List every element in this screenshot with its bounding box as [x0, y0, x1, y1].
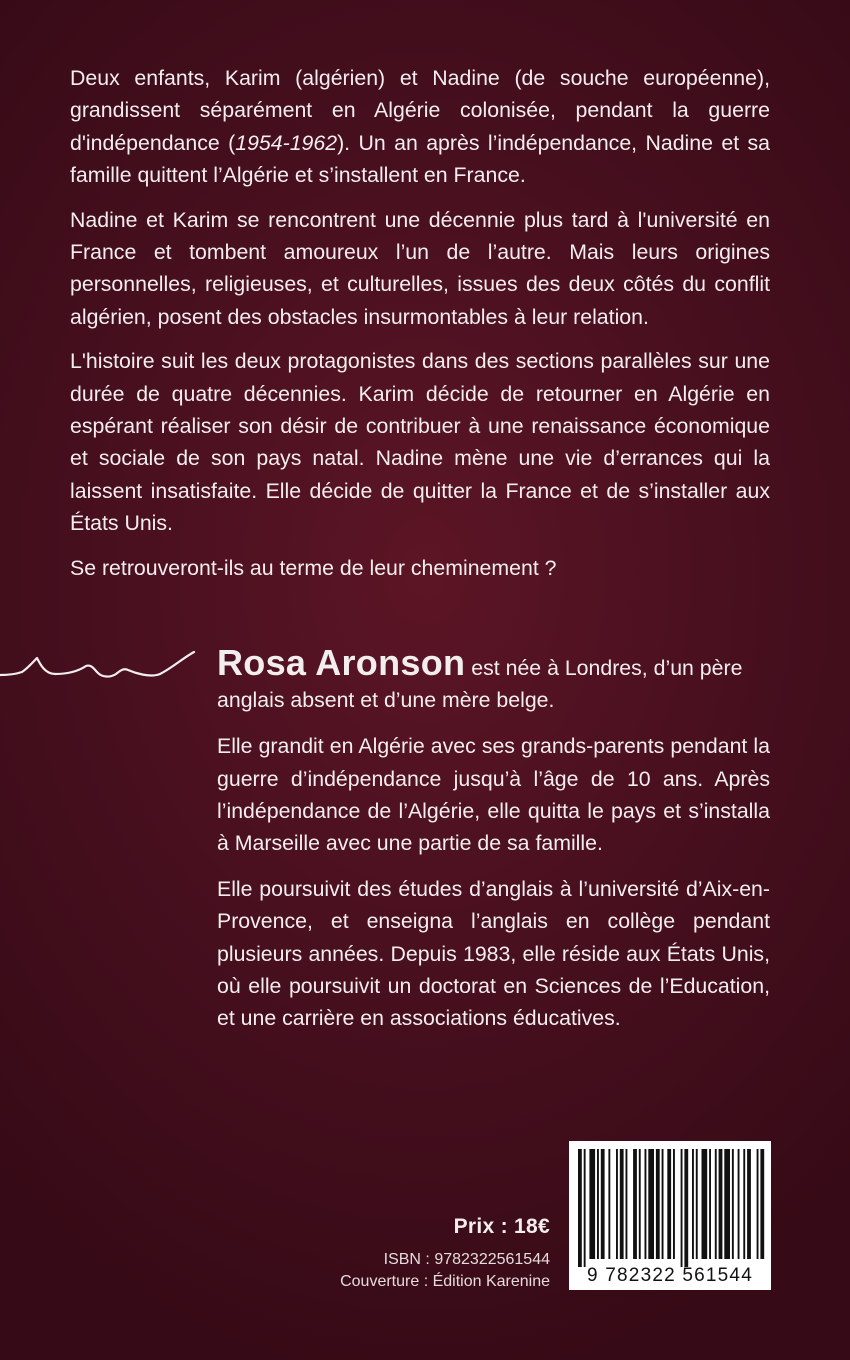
synopsis [70, 62, 770, 596]
barcode-number: 9 782322 561544 [587, 1265, 753, 1286]
author-name: Rosa Aronson [217, 642, 466, 683]
war-years: 1954-1962 [235, 130, 338, 155]
price-block [250, 1215, 550, 1293]
cover-credit: Couverture : Édition Karenine [340, 1273, 550, 1290]
barcode [569, 1141, 771, 1290]
synopsis-paragraph-3: L'histoire suit les deux protagonistes dans des sections parallèles sur une durée de quatre décennies. Karim décide de retourner en Algérie en espérant réaliser son désir de contribuer à une renaissance économique et sociale de son pays natal. Nadine mène une vie d’errances qui la laissent insatisfaite. Elle décide de quitter la France et de s’installer aux États Unis. [70, 349, 770, 536]
isbn: ISBN : 9782322561544 [383, 1251, 550, 1268]
synopsis-paragraph-1: Deux enfants, Karim (algérien) et Nadine (de souche européenne), grandissent séparément en Algérie colonisée, pendant la guerre d'indépendance (1954-1962). Un an après l’indépendance, Nadine et sa famille quittent l’Algérie et s’installent en France. [70, 66, 771, 188]
synopsis-question: Se retrouveront-ils au terme de leur cheminement ? [70, 555, 557, 580]
author-intro: Rosa Aronson est née à Londres, d’un père anglais absent et d’une mère belge. [217, 642, 743, 713]
synopsis-paragraph-2: Nadine et Karim se rencontrent une décennie plus tard à l'université en France et tombent amoureux l’un de l’autre. Mais leurs origines personnelles, religieuses, et culturelles, issues des deux côtés du conflit algérien, posent des obstacles insurmontables à leur relation. [70, 207, 770, 329]
author-bio [217, 642, 770, 1048]
decorative-squiggle-icon [0, 648, 200, 688]
author-paragraph-2: Elle grandit en Algérie avec ses grands-parents pendant la guerre d’indépendance jusqu’à l’âge de 10 ans. Après l’indépendance de l’Algérie, elle quitta le pays et s’installa à Marseille avec une partie de sa famille. [217, 734, 770, 856]
price: Prix : 18€ [453, 1215, 550, 1238]
author-paragraph-3: Elle poursuivit des études d’anglais à l’université d’Aix-en-Provence, et enseigna l’anglais en collège pendant plusieurs années. Depuis 1983, elle réside aux États Unis, où elle poursuivit un doctorat en Sciences de l’Education, et une carrière en associations éducatives. [217, 877, 770, 1031]
